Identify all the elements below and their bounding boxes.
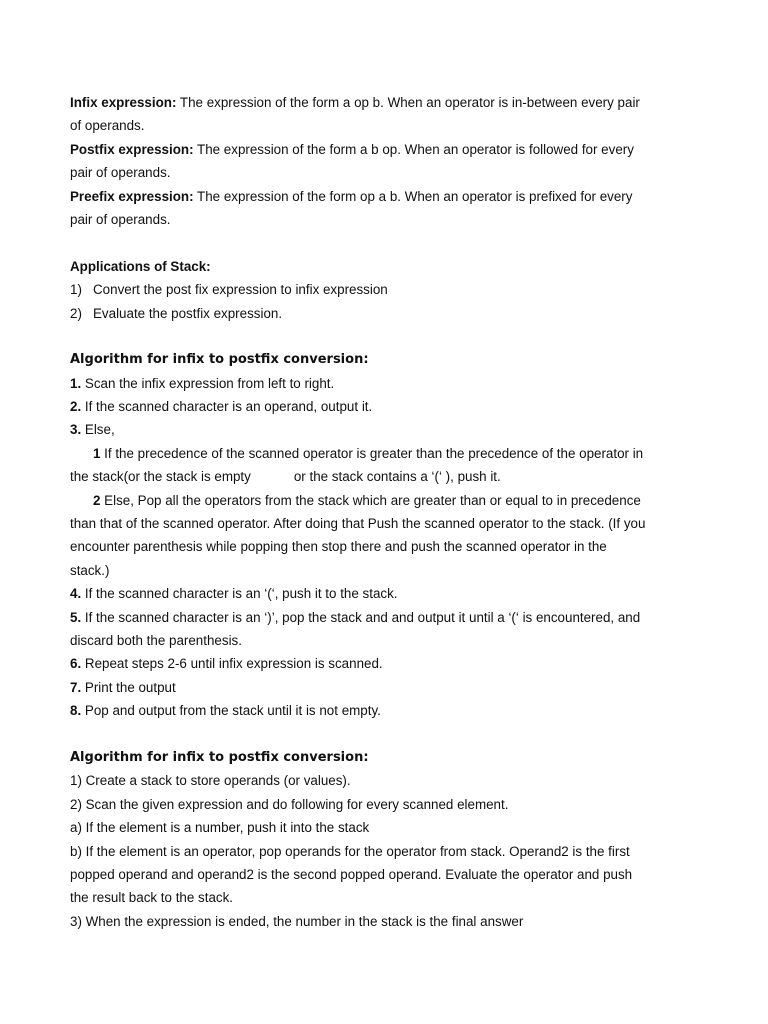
step-6: 6. Repeat steps 2-6 until infix expression is scanned. (70, 656, 383, 672)
algorithm1-section (70, 348, 680, 722)
postfix-term: Postfix expression: (70, 141, 194, 157)
step-5: 5. If the scanned character is an ‘)’, pop the stack and and output it until a ‘(‘ is encountered, and discard both the parenthesis. (70, 609, 641, 648)
substep-2: 2 Else, Pop all the operators from the stack which are greater than or equal to in precedence than that of the scanned operator. After doing that Push the scanned operator to the stack. (If you encounter parenthesis while popping then stop there and push the scanned operator in the stack.) (70, 492, 646, 578)
applications-section (70, 255, 680, 325)
document-body (70, 91, 680, 933)
postfix-definition (70, 138, 680, 185)
algorithm2-line: 1) Create a stack to store operands (or values). (70, 773, 351, 789)
list-item: 1) Convert the post fix expression to infix expression (70, 282, 388, 298)
infix-definition (70, 91, 680, 138)
algorithm2-section (70, 746, 680, 933)
algorithm2-heading: Algorithm for infix to postfix conversion: (70, 749, 369, 765)
postfix-text-line2: pair of operands. (70, 165, 171, 181)
algorithm2-line: popped operand and operand2 is the second popped operand. Evaluate the operator and push (70, 866, 633, 882)
step-2: 2. If the scanned character is an operand, output it. (70, 399, 373, 415)
prefix-definition (70, 185, 680, 232)
step-1: 1. Scan the infix expression from left to right. (70, 375, 335, 391)
prefix-term: Preefix expression: (70, 188, 194, 204)
algorithm2-line: a) If the element is a number, push it into the stack (70, 820, 370, 836)
algorithm2-line: the result back to the stack. (70, 890, 234, 906)
list-item: 2) Evaluate the postfix expression. (70, 305, 283, 321)
step-4: 4. If the scanned character is an ‘(‘, push it to the stack. (70, 586, 398, 602)
infix-text-line1: The expression of the form a op b. When an operator is in-between every pair (176, 95, 640, 110)
prefix-text-line2: pair of operands. (70, 211, 171, 227)
prefix-text-line1: The expression of the form op a b. When an operator is prefixed for every (193, 188, 633, 204)
postfix-text-line1: The expression of the form a b op. When an operator is followed for every (193, 141, 634, 157)
algorithm1-heading: Algorithm for infix to postfix conversion: (70, 352, 369, 368)
algorithm2-line: 3) When the expression is ended, the number in the stack is the final answer (70, 913, 524, 929)
step-3: 3. Else, (70, 422, 115, 438)
infix-text-line2: of operands. (70, 118, 145, 134)
substep-1: 1 If the precedence of the scanned operator is greater than the precedence of the operator in the stack(or the stack is empty or the stack contains a ‘(‘ ), push it. (70, 445, 644, 485)
step-8: 8. Pop and output from the stack until it is not empty. (70, 703, 381, 719)
algorithm2-line: b) If the element is an operator, pop operands for the operator from stack. Operand2 is the first (70, 843, 630, 859)
step-7: 7. Print the output (70, 679, 176, 695)
algorithm2-line: 2) Scan the given expression and do following for every scanned element. (70, 796, 509, 812)
infix-term: Infix expression: (70, 95, 177, 110)
applications-heading: Applications of Stack: (70, 258, 211, 274)
